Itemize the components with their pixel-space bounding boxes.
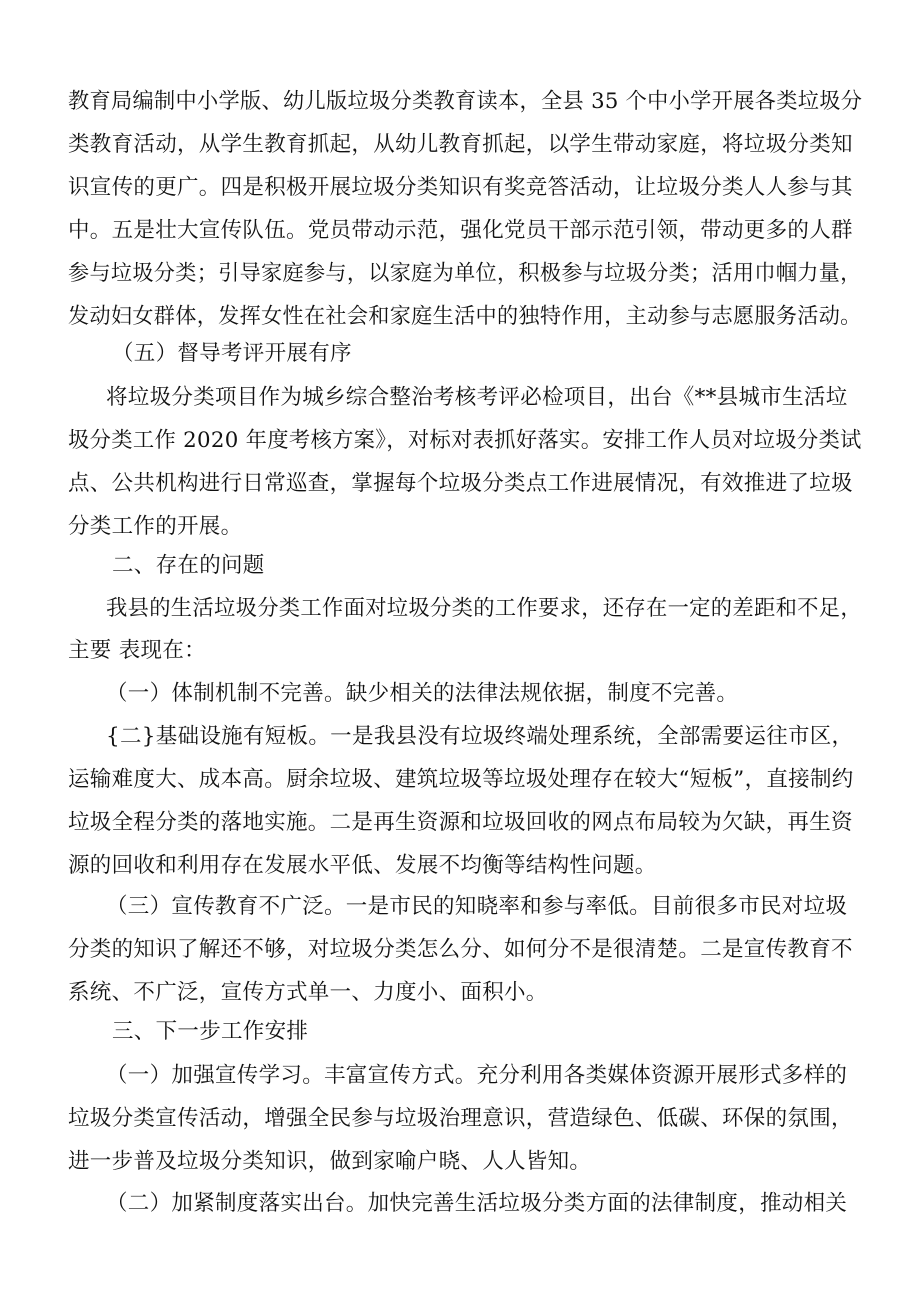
section-subheading: （五）督导考评开展有序 xyxy=(112,341,352,366)
paragraph-line: 我县的生活垃圾分类工作面对垃圾分类的工作要求，还存在一定的差距和不足， xyxy=(106,596,862,621)
paragraph-line: 圾分类工作 2020 年度考核方案》，对标对表抓好落实。安排工作人员对垃圾分类试 xyxy=(68,428,862,453)
paragraph-line: （三）宣传教育不广泛。一是市民的知晓率和参与率低。目前很多市民对垃圾 xyxy=(106,894,848,919)
paragraph-line: 类教育活动，从学生教育抓起，从幼儿教育抓起，以学生带动家庭，将垃圾分类知 xyxy=(68,132,853,157)
paragraph-line: 分类工作的开展。 xyxy=(68,514,243,539)
paragraph-line: 将垃圾分类项目作为城乡综合整治考核考评必检项目，出台《**县城市生活垃 xyxy=(106,385,848,410)
paragraph-line: 进一步普及垃圾分类知识，做到家喻户晓、人人皆知。 xyxy=(68,1149,592,1174)
paragraph-line: 系统、不广泛，宣传方式单一、力度小、面积小。 xyxy=(68,980,548,1005)
paragraph-line: 分类的知识了解还不够，对垃圾分类怎么分、如何分不是很清楚。二是宣传教育不 xyxy=(68,937,853,962)
paragraph-line: 点、公共机构进行日常巡查，掌握每个垃圾分类点工作进展情况，有效推进了垃圾 xyxy=(68,471,853,496)
paragraph-line: 识宣传的更广。四是积极开展垃圾分类知识有奖竞答活动，让垃圾分类人人参与其 xyxy=(68,175,853,200)
paragraph-line: 主要 表现在： xyxy=(68,638,206,663)
section-heading: 二、存在的问题 xyxy=(112,553,265,578)
section-heading: 三、下一步工作安排 xyxy=(112,1019,309,1044)
paragraph-line: 源的回收和利用存在发展水平低、发展不均衡等结构性问题。 xyxy=(68,853,657,878)
paragraph-line: 垃圾分类宣传活动，增强全民参与垃圾治理意识，营造绿色、低碳、环保的氛围， xyxy=(68,1106,853,1131)
paragraph-line: （一）加强宣传学习。丰富宣传方式。充分利用各类媒体资源开展形式多样的 xyxy=(106,1063,848,1088)
paragraph-line: （二）加紧制度落实出台。加快完善生活垃圾分类方面的法律制度，推动相关 xyxy=(106,1191,848,1216)
paragraph-line: 参与垃圾分类；引导家庭参与，以家庭为单位，积极参与垃圾分类；活用巾帼力量， xyxy=(68,261,862,286)
paragraph-line: 中。五是壮大宣传队伍。党员带动示范，强化党员干部示范引领，带动更多的人群 xyxy=(68,218,853,243)
paragraph-line: 运输难度大、成本高。厨余垃圾、建筑垃圾等垃圾处理存在较大“短板”，直接制约 xyxy=(68,767,854,792)
paragraph-line: 垃圾全程分类的落地实施。二是再生资源和垃圾回收的网点布局较为欠缺，再生资 xyxy=(68,810,853,835)
paragraph-line: 发动妇女群体，发挥女性在社会和家庭生活中的独特作用，主动参与志愿服务活动。 xyxy=(68,304,862,329)
paragraph-line: 教育局编制中小学版、幼儿版垃圾分类教育读本，全县 35 个中小学开展各类垃圾分 xyxy=(68,89,863,114)
paragraph-line: {二}基础设施有短板。一是我县没有垃圾终端处理系统，全部需要运往市区， xyxy=(106,724,854,749)
paragraph-line: （一）体制机制不完善。缺少相关的法律法规依据，制度不完善。 xyxy=(106,681,739,706)
